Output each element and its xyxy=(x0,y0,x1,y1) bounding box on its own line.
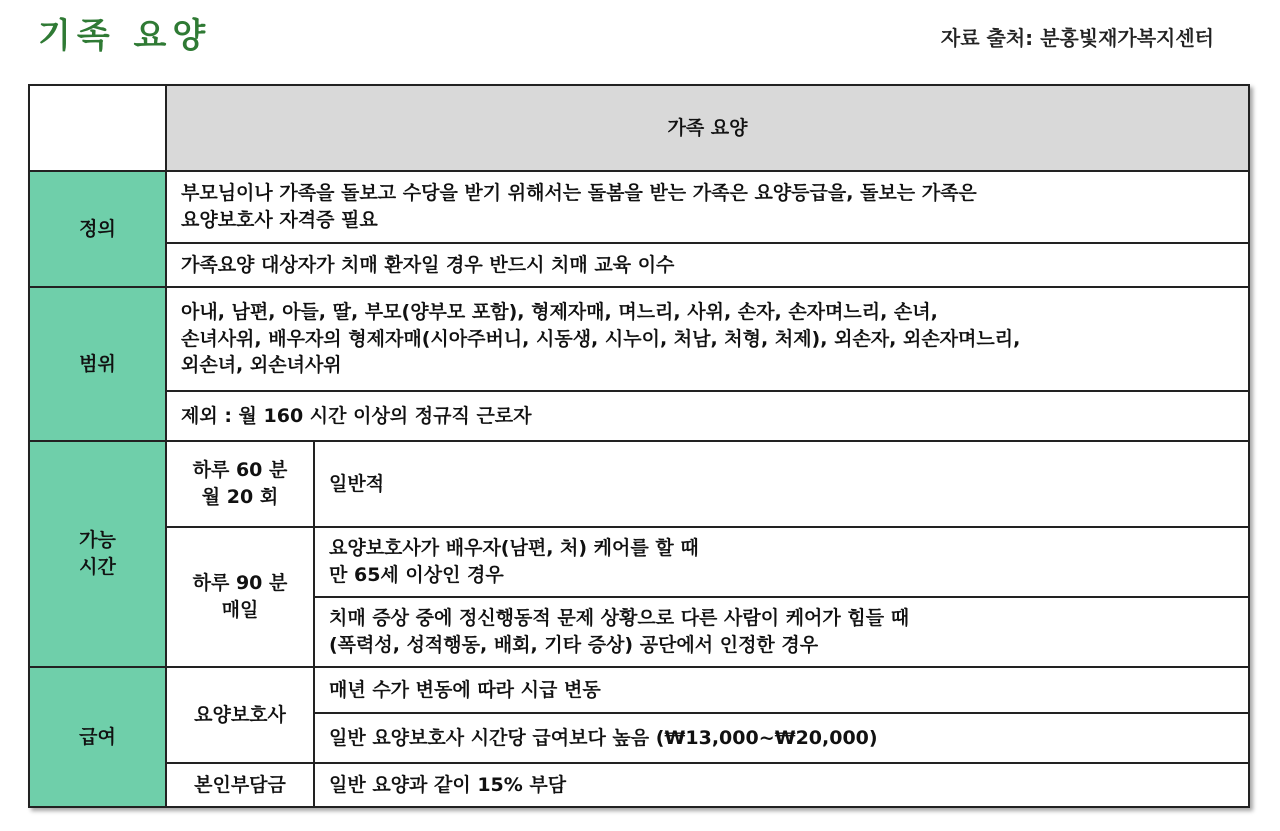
category-pay: 급여 xyxy=(29,667,166,807)
table-row xyxy=(29,171,1249,243)
table-row xyxy=(29,441,1249,527)
definition-text-2: 가족요양 대상자가 치매 환자일 경우 반드시 치매 교육 이수 xyxy=(166,243,1249,287)
table-header-row xyxy=(29,85,1249,171)
scope-text-2: 제외 : 월 160 시간 이상의 정규직 근로자 xyxy=(166,391,1249,441)
source-credit: 자료 출처: 분홍빛재가복지센터 xyxy=(940,26,1214,50)
hours-desc-a: 일반적 xyxy=(314,441,1249,527)
definition-text-1: 부모님이나 가족을 돌보고 수당을 받기 위해서는 돌봄을 받는 가족은 요양등급을, 돌보는 가족은 요양보호사 자격증 필요 xyxy=(166,171,1249,243)
table-row xyxy=(29,527,1249,597)
category-definition: 정의 xyxy=(29,171,166,287)
table-row xyxy=(29,763,1249,807)
family-care-table xyxy=(28,84,1250,808)
scope-text-1: 아내, 남편, 아들, 딸, 부모(양부모 포함), 형제자매, 며느리, 사위, 손자, 손자며느리, 손녀, 손녀사위, 배우자의 형제자매(시아주버니, 시동생, 시누이, 처남, 처형, 처제), 외손자, 외손자며느리, 외손녀, 외손녀사위 xyxy=(166,287,1249,391)
table-header: 가족 요양 xyxy=(166,85,1249,171)
page-title: 기족 요양 xyxy=(38,16,212,56)
table-row xyxy=(29,287,1249,391)
pay-desc-a1: 매년 수가 변동에 따라 시급 변동 xyxy=(314,667,1249,713)
pay-sub-a: 요양보호사 xyxy=(166,667,314,763)
table-row xyxy=(29,243,1249,287)
table-row xyxy=(29,667,1249,713)
hours-sub-b: 하루 90 분 매일 xyxy=(166,527,314,667)
pay-desc-a2: 일반 요양보호사 시간당 급여보다 높음 (₩13,000~₩20,000) xyxy=(314,713,1249,763)
hours-sub-a: 하루 60 분 월 20 회 xyxy=(166,441,314,527)
hours-desc-b1: 요양보호사가 배우자(남편, 처) 케어를 할 때 만 65세 이상인 경우 xyxy=(314,527,1249,597)
category-scope: 범위 xyxy=(29,287,166,441)
corner-cell xyxy=(29,85,166,171)
pay-sub-b: 본인부담금 xyxy=(166,763,314,807)
pay-desc-b: 일반 요양과 같이 15% 부담 xyxy=(314,763,1249,807)
table-row xyxy=(29,391,1249,441)
category-hours: 가능 시간 xyxy=(29,441,166,667)
hours-desc-b2: 치매 증상 중에 정신행동적 문제 상황으로 다른 사람이 케어가 힘들 때 (폭력성, 성적행동, 배회, 기타 증상) 공단에서 인정한 경우 xyxy=(314,597,1249,667)
